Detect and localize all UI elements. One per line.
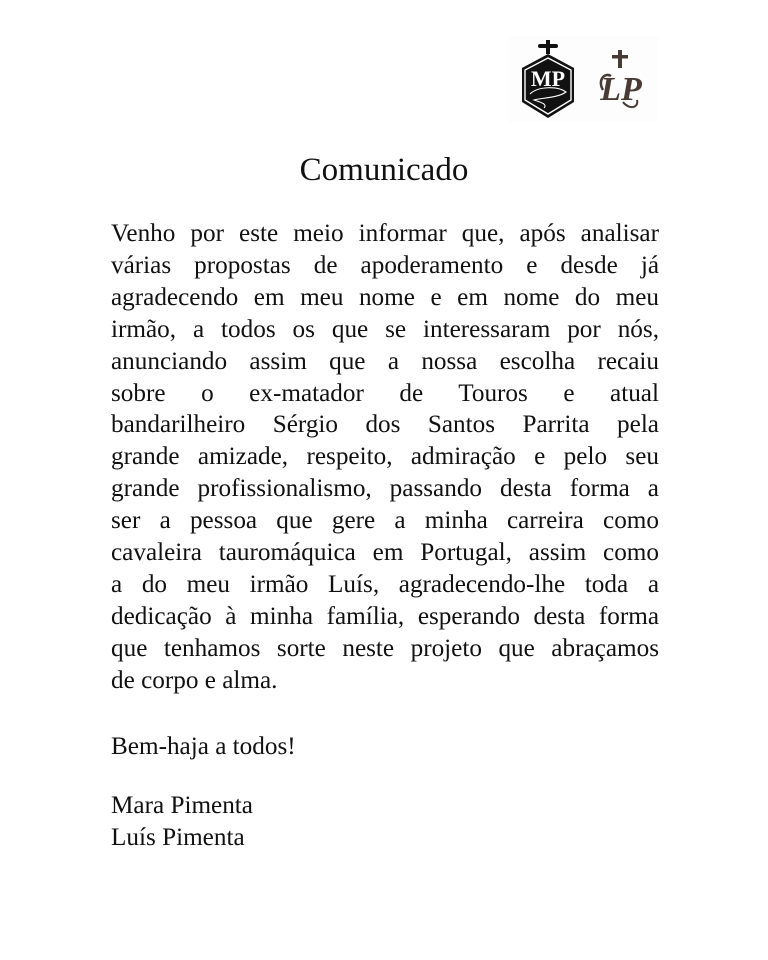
lp-monogram-logo-icon bbox=[593, 50, 649, 114]
body-line: que tenhamos sorte neste projeto que abraçamos bbox=[111, 634, 659, 662]
body-line: a do meu irmão Luís, agradecendo-lhe toda a bbox=[111, 570, 659, 598]
signatures bbox=[111, 790, 253, 854]
signature-name: Mara Pimenta bbox=[111, 792, 253, 819]
body-line: grande profissionalismo, passando desta forma a bbox=[111, 475, 659, 503]
logos-header bbox=[508, 36, 658, 122]
body-line: cavaleira tauromáquica em Portugal, assim como bbox=[111, 539, 659, 567]
body-line: Venho por este meio informar que, após analisar bbox=[111, 220, 659, 247]
svg-text:MP: MP bbox=[530, 66, 566, 91]
document-body bbox=[111, 218, 659, 697]
body-line: ser a pessoa que gere a minha carreira como bbox=[111, 507, 659, 535]
body-line: irmão, a todos os que se interessaram por nós, bbox=[111, 315, 659, 343]
body-line: várias propostas de apoderamento e desde já bbox=[111, 251, 659, 279]
body-line: de corpo e alma. bbox=[111, 666, 278, 694]
body-line: grande amizade, respeito, admiração e pelo seu bbox=[111, 443, 659, 471]
signature-name: Luís Pimenta bbox=[111, 824, 245, 851]
body-line: bandarilheiro Sérgio dos Santos Parrita pela bbox=[111, 411, 659, 439]
body-line: dedicação à minha família, esperando desta forma bbox=[111, 602, 659, 630]
body-line: anunciando assim que a nossa escolha recaiu bbox=[111, 347, 659, 375]
document-title: Comunicado bbox=[299, 152, 469, 188]
body-line: agradecendo em meu nome e em nome do meu bbox=[111, 283, 659, 311]
svg-text:LP: LP bbox=[600, 71, 642, 108]
body-line: sobre o ex-matador de Touros e atual bbox=[111, 379, 659, 407]
mp-monogram-logo-icon bbox=[518, 40, 578, 120]
greeting: Bem-haja a todos! bbox=[111, 733, 296, 760]
